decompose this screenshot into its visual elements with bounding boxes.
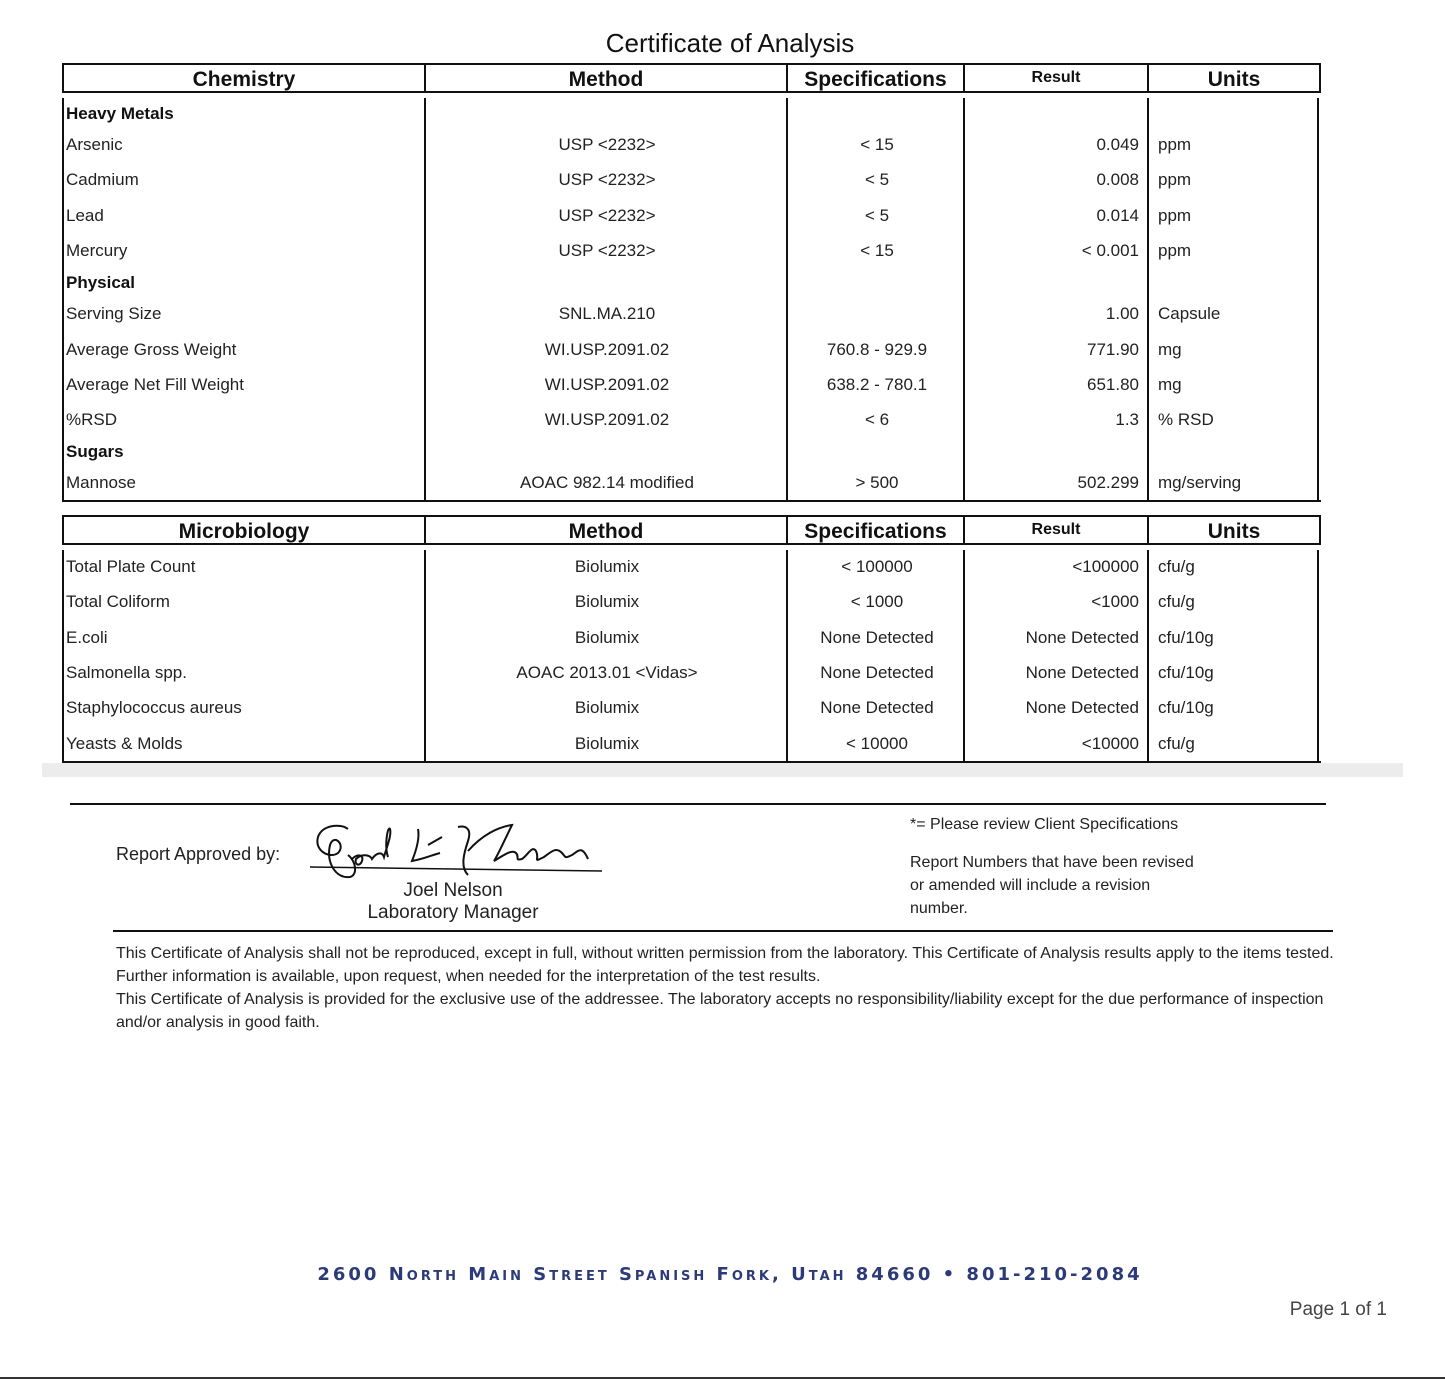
section-row xyxy=(62,100,1321,128)
footer-top-rule xyxy=(70,803,1326,805)
lab-address: 2600 North Main Street Spanish Fork, Utah 84660 • 801-210-2084 xyxy=(317,1264,1143,1285)
result-cell: None Detected xyxy=(1025,662,1139,682)
spec-cell: < 10000 xyxy=(846,733,908,753)
spec-cell: < 1000 xyxy=(850,592,904,612)
section-heading: Physical xyxy=(66,273,135,293)
analyte-name: Average Net Fill Weight xyxy=(66,374,244,394)
spec-cell: < 5 xyxy=(864,170,890,190)
method-cell: Biolumix xyxy=(574,592,640,612)
table-row xyxy=(62,333,1321,367)
units-cell: ppm xyxy=(1158,205,1192,225)
header-method: Method xyxy=(424,63,788,93)
approver-name: Joel Nelson xyxy=(403,880,503,901)
method-cell: Biolumix xyxy=(574,557,640,576)
analyte-name: %RSD xyxy=(66,410,118,430)
units-cell: ppm xyxy=(1158,170,1192,190)
spec-cell: < 15 xyxy=(860,240,894,260)
units-cell: cfu/10g xyxy=(1158,627,1214,647)
chemistry-body xyxy=(62,98,1321,502)
client-spec-note: *= Please review Client Specifications xyxy=(910,816,1179,833)
units-cell: cfu/10g xyxy=(1158,662,1214,682)
microbiology-body xyxy=(62,550,1321,763)
method-cell: WI.USP.2091.02 xyxy=(544,410,670,430)
result-cell: 651.80 xyxy=(1087,374,1139,394)
method-cell: USP <2232> xyxy=(558,240,656,260)
units-cell: cfu/g xyxy=(1158,733,1195,753)
result-cell: <100000 xyxy=(1072,557,1139,576)
header-result: Result xyxy=(963,515,1149,545)
header-specifications: Specifications xyxy=(786,515,965,545)
header-specifications: Specifications xyxy=(786,63,965,93)
footer-bottom-rule xyxy=(113,930,1333,932)
approver-block xyxy=(330,880,576,924)
document-title: Certificate of Analysis xyxy=(605,28,855,58)
method-cell: Biolumix xyxy=(574,627,640,647)
spec-cell: < 5 xyxy=(864,205,890,225)
approved-by-label: Report Approved by: xyxy=(116,844,281,864)
table-row xyxy=(62,128,1321,162)
revision-note: Report Numbers that have been revised or amended will include a revision number. xyxy=(910,854,1194,917)
method-cell: Biolumix xyxy=(574,733,640,753)
method-cell: AOAC 982.14 modified xyxy=(520,473,694,493)
spec-cell: None Detected xyxy=(820,698,934,718)
analyte-name: Total Coliform xyxy=(66,592,170,612)
analyte-name: Staphylococcus aureus xyxy=(66,698,242,718)
table-row xyxy=(62,550,1321,584)
units-cell: ppm xyxy=(1158,135,1192,154)
section-heading: Sugars xyxy=(66,442,124,462)
table-row xyxy=(62,727,1321,761)
result-cell: 1.00 xyxy=(1105,304,1139,324)
disclaimer xyxy=(116,942,1336,1034)
method-cell: WI.USP.2091.02 xyxy=(544,339,670,359)
analyte-name: E.coli xyxy=(66,627,108,647)
section-row xyxy=(62,438,1321,466)
result-cell: 0.008 xyxy=(1096,170,1139,190)
units-cell: Capsule xyxy=(1158,304,1221,324)
table-row xyxy=(62,297,1321,331)
table-row xyxy=(62,199,1321,233)
result-cell: 0.014 xyxy=(1096,205,1139,225)
chemistry-header-row xyxy=(62,63,1321,93)
spec-cell: < 15 xyxy=(860,135,894,154)
table-row xyxy=(62,368,1321,402)
section-row xyxy=(62,269,1321,297)
analyte-name: Yeasts & Molds xyxy=(66,733,183,753)
method-cell: USP <2232> xyxy=(558,170,656,190)
header-units: Units xyxy=(1147,515,1321,545)
spec-cell: < 100000 xyxy=(841,557,913,576)
method-cell: WI.USP.2091.02 xyxy=(544,374,670,394)
units-cell: mg xyxy=(1158,339,1182,359)
spec-cell xyxy=(788,297,966,331)
result-cell: <1000 xyxy=(1091,592,1139,612)
disclaimer-paragraph: This Certificate of Analysis shall not be reproduced, except in full, without written permission from the laboratory. This Certificate of Analysis results apply to the items tested. Further information is available, upon request, when needed for the interpretation of the test results. xyxy=(116,945,1334,985)
result-cell: 1.3 xyxy=(1115,410,1139,430)
result-cell: <10000 xyxy=(1081,733,1139,753)
units-cell: % RSD xyxy=(1158,410,1214,430)
result-cell: None Detected xyxy=(1025,698,1139,718)
spec-cell: 638.2 - 780.1 xyxy=(826,374,928,394)
analyte-name: Salmonella spp. xyxy=(66,662,187,682)
spec-cell: None Detected xyxy=(820,627,934,647)
header-chemistry: Chemistry xyxy=(62,63,426,93)
header-microbiology: Microbiology xyxy=(62,515,426,545)
analyte-name: Arsenic xyxy=(66,135,123,154)
result-cell: 502.299 xyxy=(1077,473,1139,493)
result-cell: < 0.001 xyxy=(1081,240,1139,260)
method-cell: USP <2232> xyxy=(558,205,656,225)
analyte-name: Serving Size xyxy=(66,304,162,324)
method-cell: USP <2232> xyxy=(558,135,656,154)
units-cell: cfu/10g xyxy=(1158,698,1214,718)
approver-role: Laboratory Manager xyxy=(367,902,539,923)
analyte-name: Mercury xyxy=(66,240,128,260)
result-cell: 771.90 xyxy=(1087,339,1139,359)
disclaimer-paragraph: This Certificate of Analysis is provided for the exclusive use of the addressee. The laboratory accepts no responsibility/liability except for the due performance of inspection and/or analysis in good faith. xyxy=(116,991,1324,1031)
table-row xyxy=(62,163,1321,197)
analyte-name: Average Gross Weight xyxy=(66,339,237,359)
table-row xyxy=(62,585,1321,619)
microbiology-header-row xyxy=(62,515,1321,545)
method-cell: AOAC 2013.01 <Vidas> xyxy=(516,662,698,682)
page-number: Page 1 of 1 xyxy=(1289,1299,1387,1320)
table-row xyxy=(62,656,1321,690)
table-row xyxy=(62,234,1321,268)
result-cell: 0.049 xyxy=(1096,135,1139,154)
section-heading: Heavy Metals xyxy=(66,104,174,123)
units-cell: mg xyxy=(1158,374,1182,394)
spec-cell: < 6 xyxy=(864,410,890,430)
spec-cell: 760.8 - 929.9 xyxy=(826,339,928,359)
header-method: Method xyxy=(424,515,788,545)
units-cell: mg/serving xyxy=(1158,473,1242,493)
header-units: Units xyxy=(1147,63,1321,93)
table-row xyxy=(62,621,1321,655)
table-row xyxy=(62,466,1321,500)
units-cell: cfu/g xyxy=(1158,557,1195,576)
analyte-name: Mannose xyxy=(66,473,136,493)
method-cell: SNL.MA.210 xyxy=(558,304,656,324)
header-result: Result xyxy=(963,63,1149,93)
table-row xyxy=(62,691,1321,725)
units-cell: ppm xyxy=(1158,240,1192,260)
method-cell: Biolumix xyxy=(574,698,640,718)
table-row xyxy=(62,403,1321,437)
units-cell: cfu/g xyxy=(1158,592,1195,612)
spec-cell: None Detected xyxy=(820,662,934,682)
spec-cell: > 500 xyxy=(855,473,899,493)
result-cell: None Detected xyxy=(1025,627,1139,647)
analyte-name: Total Plate Count xyxy=(66,557,196,576)
separator-band xyxy=(42,763,1403,777)
analyte-name: Cadmium xyxy=(66,170,139,190)
analyte-name: Lead xyxy=(66,205,104,225)
